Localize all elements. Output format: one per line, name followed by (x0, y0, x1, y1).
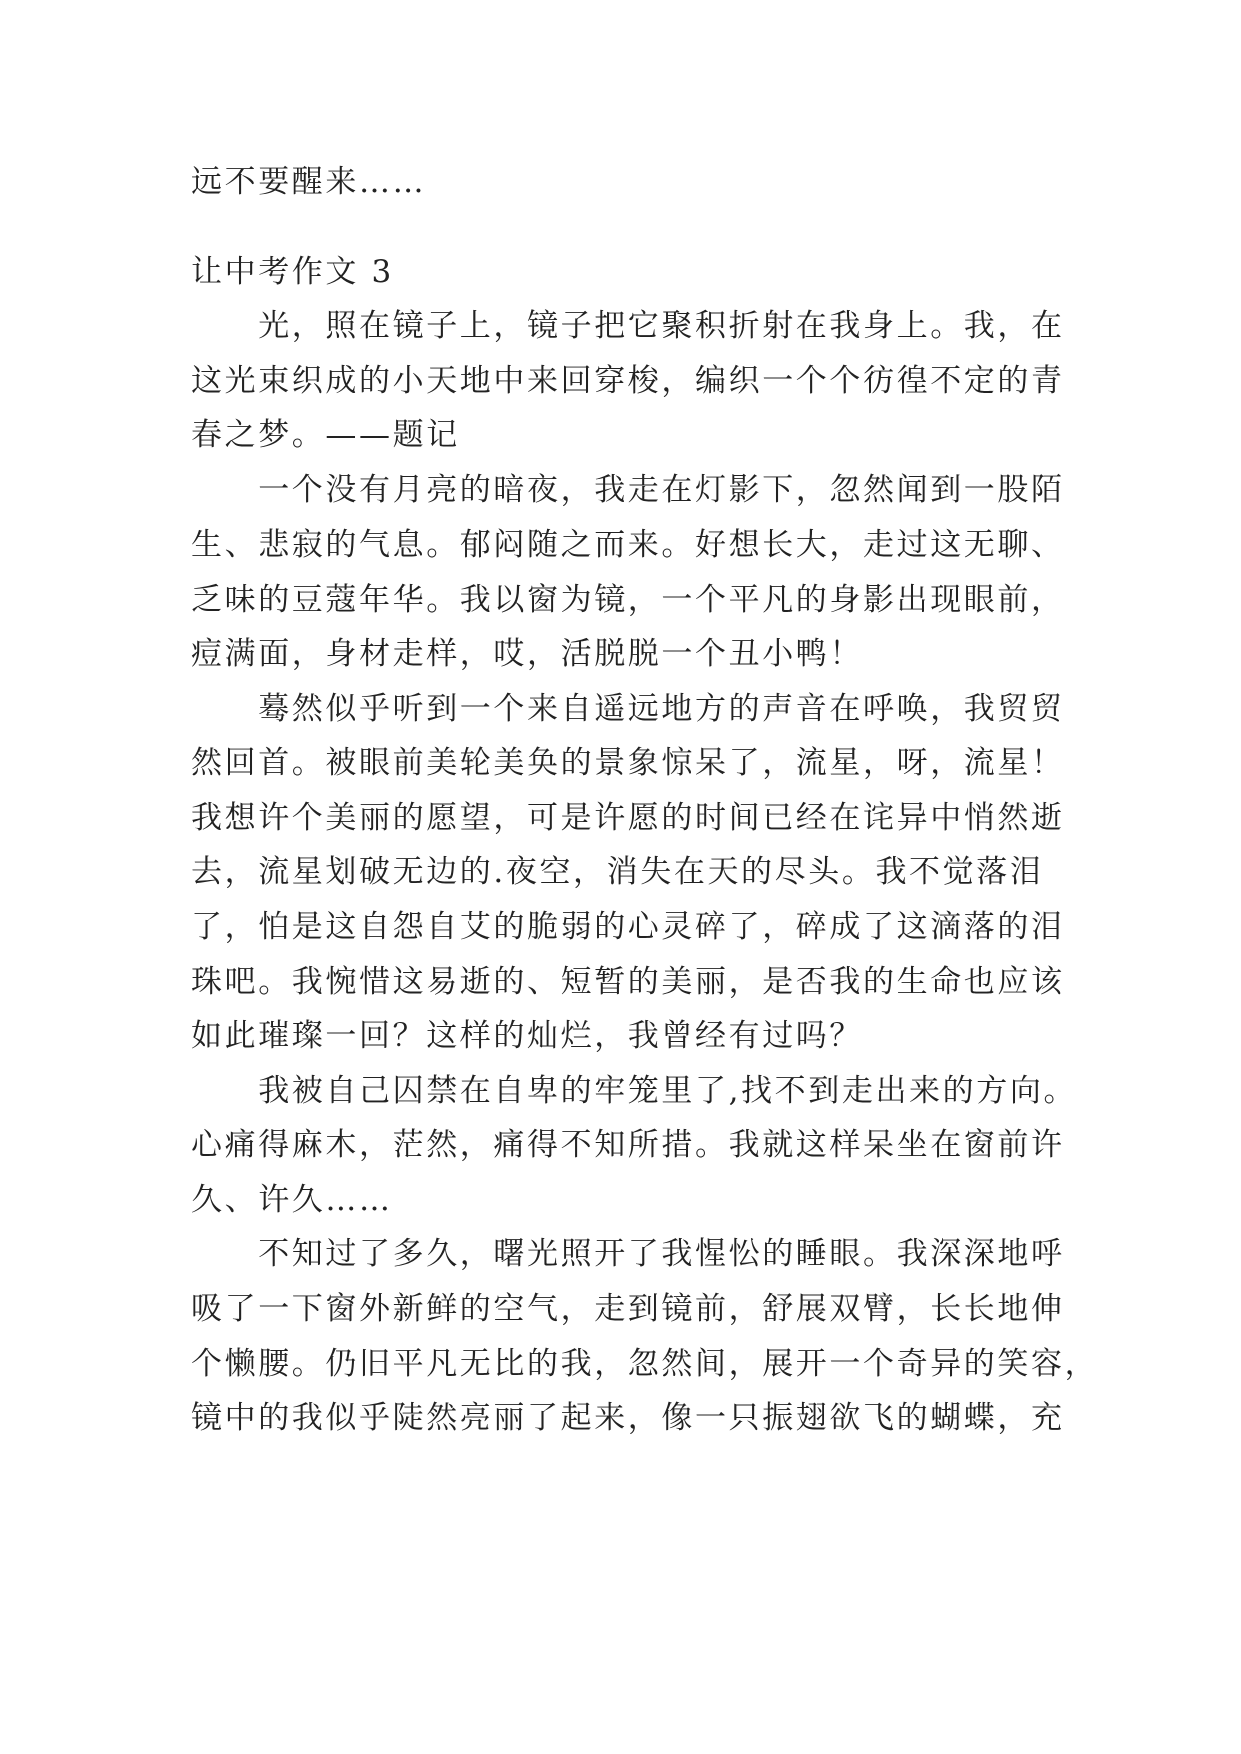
text-line: 镜中的我似乎陡然亮丽了起来，像一只振翅欲飞的蝴蝶，充 (191, 1400, 1065, 1436)
text-line: 痘满面，身材走样，哎，活脱脱一个丑小鸭！ (191, 636, 863, 672)
text-line: 我想许个美丽的愿望，可是许愿的时间已经在诧异中悄然逝 (191, 800, 1065, 836)
text-line: 春之梦。——题记 (191, 417, 460, 453)
text-line: 一个没有月亮的暗夜，我走在灯影下，忽然闻到一股陌 (191, 472, 1065, 508)
text-line: 去，流星划破无边的.夜空，消失在天的尽头。我不觉落泪 (191, 854, 1044, 890)
text-line: 心痛得麻木，茫然，痛得不知所措。我就这样呆坐在窗前许 (191, 1127, 1065, 1163)
text-line: 久、许久…… (191, 1182, 393, 1218)
section-heading: 让中考作文 3 (191, 254, 394, 290)
text-line: 远不要醒来…… (191, 164, 427, 200)
text-line: 珠吧。我惋惜这易逝的、短暂的美丽，是否我的生命也应该 (191, 964, 1065, 1000)
text-line: 这光束织成的小天地中来回穿梭，编织一个个彷徨不定的青 (191, 363, 1065, 399)
text-line: 蓦然似乎听到一个来自遥远地方的声音在呼唤，我贸贸 (191, 691, 1065, 727)
text-line: 乏味的豆蔻年华。我以窗为镜，一个平凡的身影出现眼前， (191, 582, 1065, 618)
text-line: 个懒腰。仍旧平凡无比的我，忽然间，展开一个奇异的笑容， (191, 1346, 1099, 1382)
text-line: 如此璀璨一回？这样的灿烂，我曾经有过吗？ (191, 1018, 863, 1054)
text-line: 然回首。被眼前美轮美奂的景象惊呆了，流星，呀，流星！ (191, 745, 1065, 781)
text-line: 我被自己囚禁在自卑的牢笼里了,找不到走出来的方向。 (191, 1073, 1078, 1109)
text-line: 生、悲寂的气息。郁闷随之而来。好想长大，走过这无聊、 (191, 527, 1065, 563)
text-line: 了，怕是这自怨自艾的脆弱的心灵碎了，碎成了这滴落的泪 (191, 909, 1065, 945)
text-line: 光，照在镜子上，镜子把它聚积折射在我身上。我，在 (191, 308, 1065, 344)
text-line: 吸了一下窗外新鲜的空气，走到镜前，舒展双臂，长长地伸 (191, 1291, 1065, 1327)
text-line: 不知过了多久，曙光照开了我惺忪的睡眼。我深深地呼 (191, 1236, 1065, 1272)
